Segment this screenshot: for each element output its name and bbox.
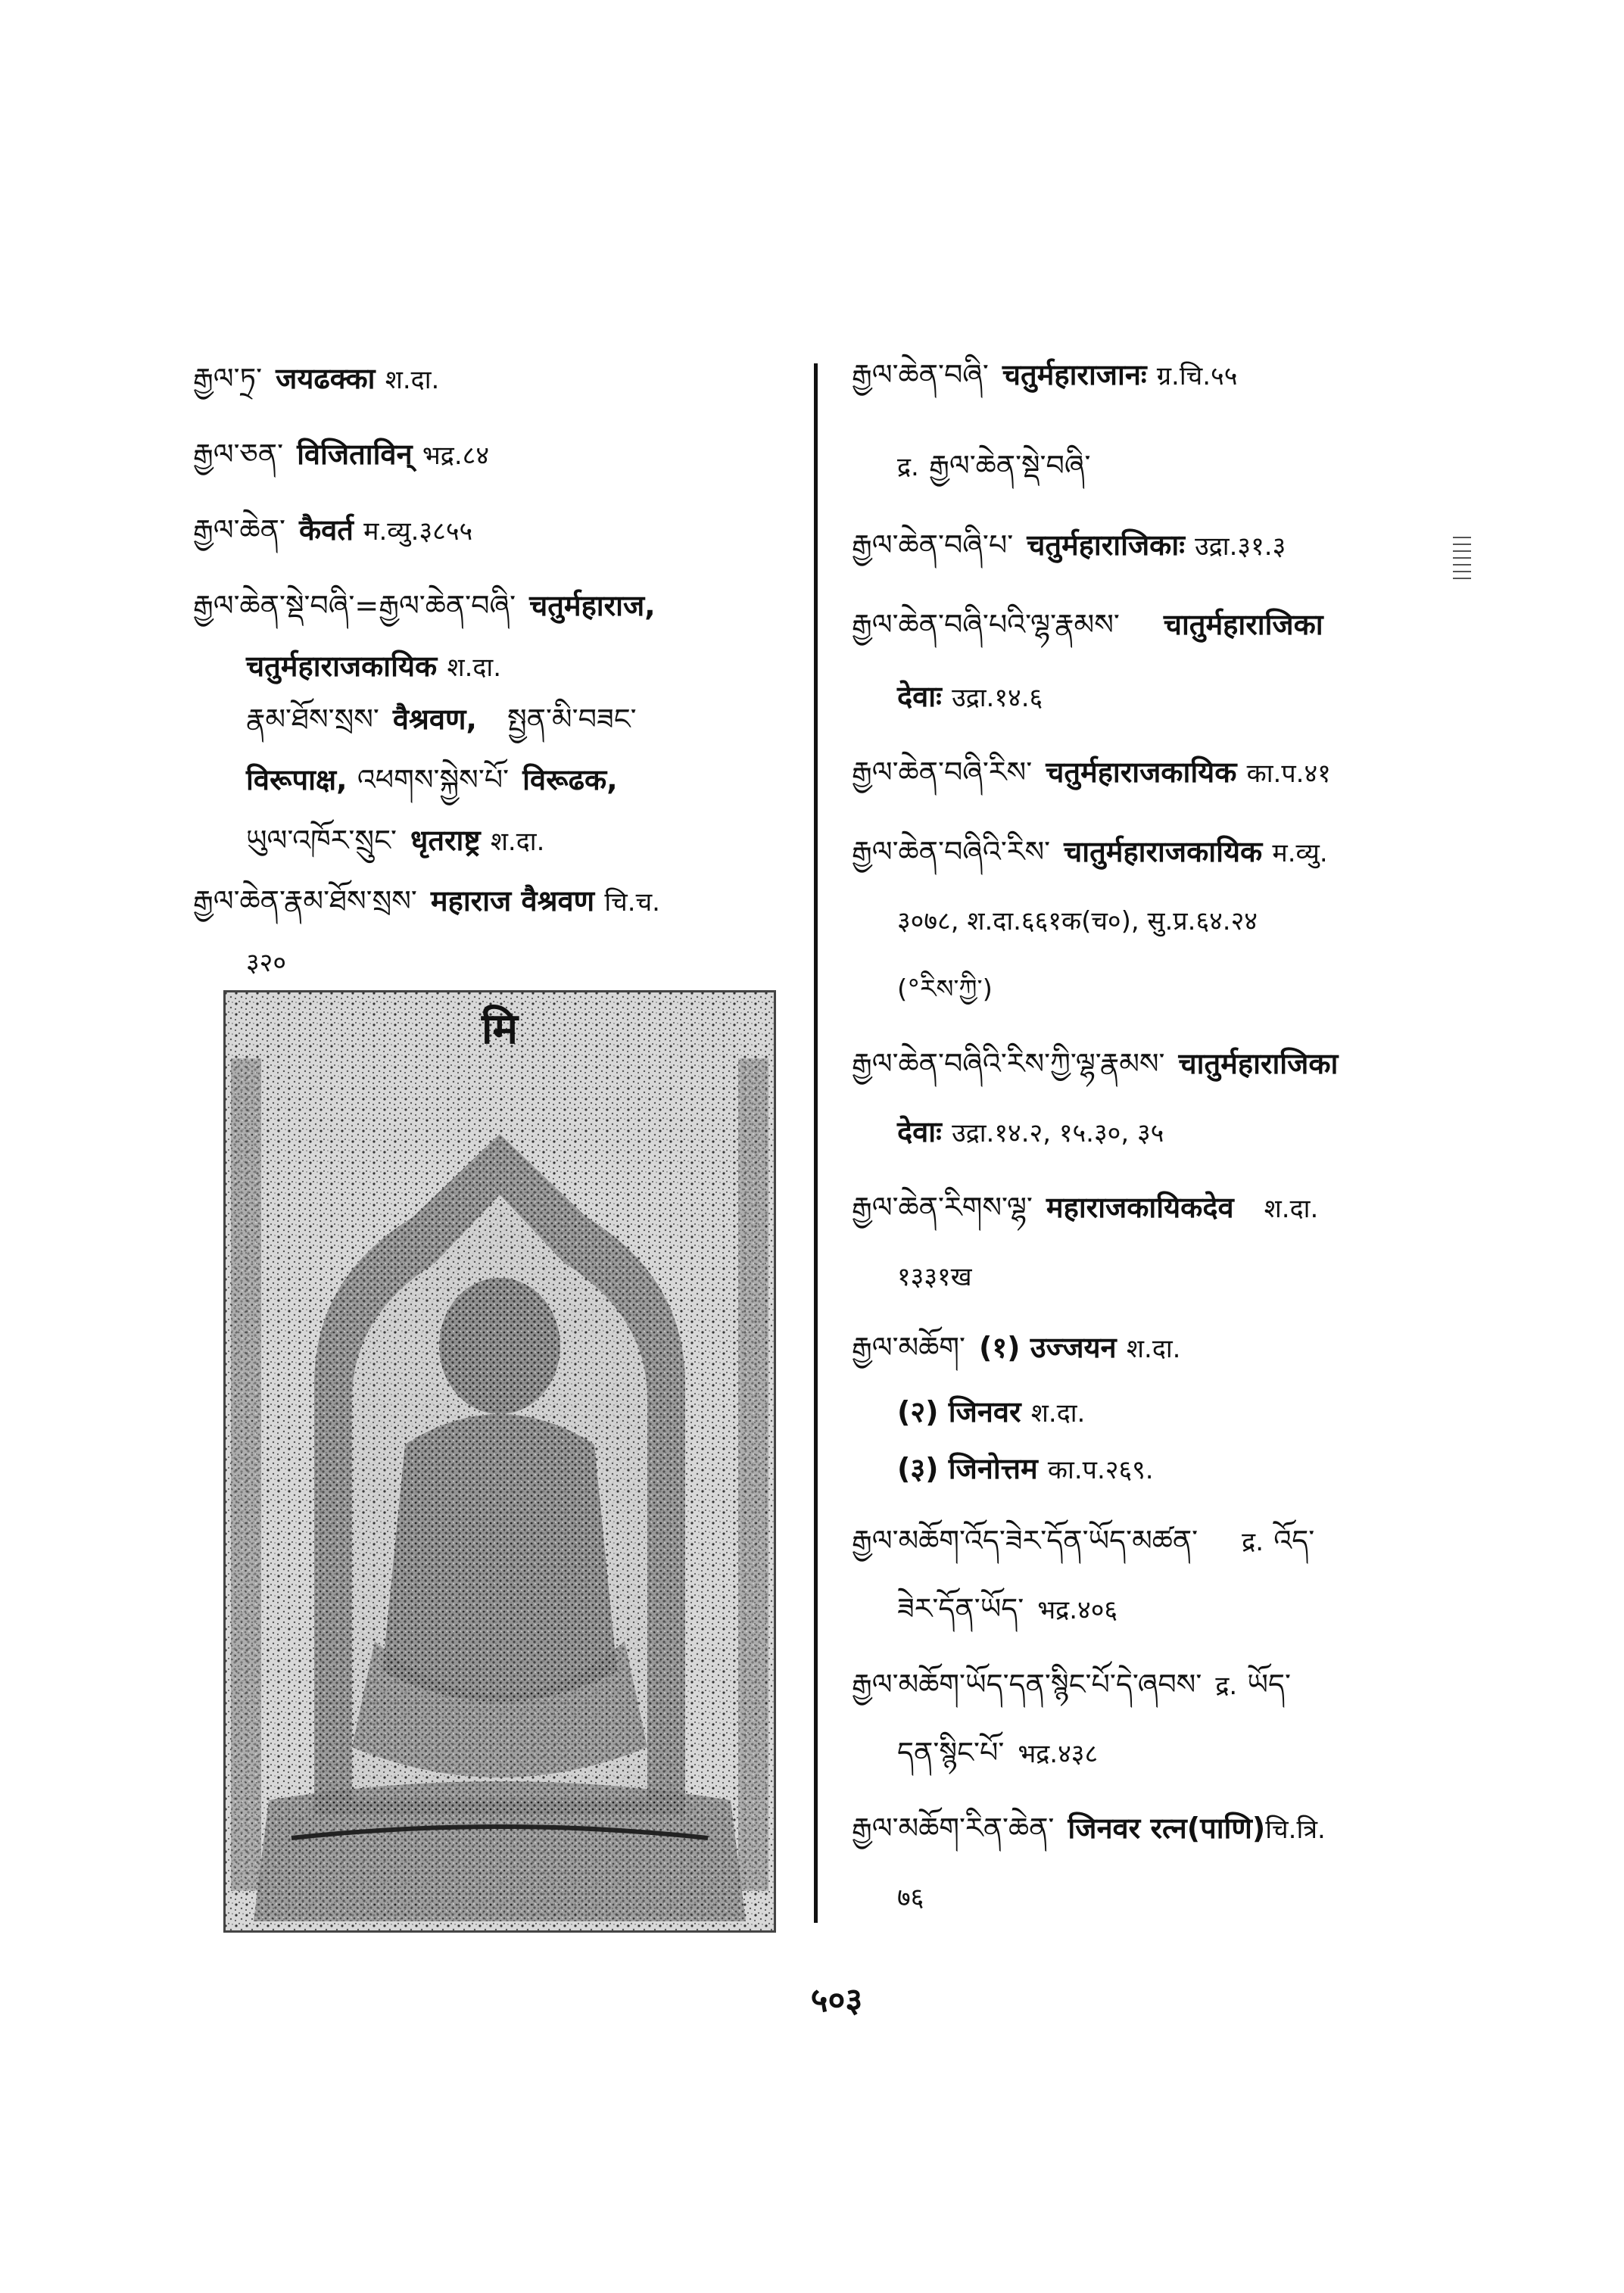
cross-reference: द्र. xyxy=(1242,1527,1264,1557)
sanskrit-equivalent: विरूपाक्ष, xyxy=(246,763,348,796)
entry-continuation xyxy=(897,1113,1164,1152)
entry-continuation xyxy=(897,1257,972,1296)
sanskrit-equivalent: जिनवर रत्न(पाणि) xyxy=(1068,1812,1266,1845)
entry-continuation xyxy=(246,647,501,687)
source-reference: श.दा. xyxy=(1126,1334,1181,1364)
tibetan-headword: རྒྱལ་ཆེན་རིགས་ལྷ་ xyxy=(852,1191,1033,1224)
tibetan-headword: རྒྱལ་ཆེན་བཞིའི་རིས་ xyxy=(852,835,1051,868)
vaishravana-image xyxy=(223,990,776,1933)
tibetan-term: འཕགས་སྐྱེས་པོ་ xyxy=(357,763,510,796)
tibetan-headword: རྒྱལ་ཆེན་བཞི་རིས་ xyxy=(852,756,1033,789)
sanskrit-equivalent: चतुर्महाराजानः xyxy=(1002,358,1147,391)
entry xyxy=(193,435,489,475)
source-reference: १३३१ख xyxy=(897,1262,972,1292)
sanskrit-equivalent: (२) जिनवर xyxy=(897,1395,1021,1428)
sanskrit-equivalent: महाराज वैश्रवण xyxy=(430,884,595,918)
entry-continuation xyxy=(246,821,544,861)
source-reference: म.व्यु.३८५५ xyxy=(363,516,473,547)
entry xyxy=(852,1045,1338,1083)
tibetan-term: ཟེར་དོན་ཡོད་ xyxy=(897,1592,1024,1625)
source-reference: श.दा. xyxy=(1030,1398,1086,1428)
sanskrit-equivalent: जयढक्का xyxy=(276,362,376,395)
sanskrit-equivalent: महाराजकायिकदेव xyxy=(1046,1191,1234,1224)
column-divider xyxy=(814,363,818,1923)
sanskrit-equivalent: चतुर्महाराजकायिक xyxy=(246,650,438,683)
source-reference: श.दा. xyxy=(490,827,545,857)
entry xyxy=(193,587,656,625)
sanskrit-equivalent: विरूढक, xyxy=(522,763,618,796)
sanskrit-equivalent: चतुर्महाराज, xyxy=(529,589,656,622)
entry-continuation xyxy=(897,678,1043,717)
entry xyxy=(852,833,1328,872)
source-reference: उद्रा.३१.३ xyxy=(1195,531,1286,562)
margin-marks xyxy=(1451,534,1474,587)
entry-continuation xyxy=(897,1734,1098,1773)
source-reference: ७६ xyxy=(897,1883,924,1913)
tibetan-headword: རྒྱལ་ཆེན་བཞི་པའི་ལྷ་རྣམས་ xyxy=(852,608,1120,641)
tibetan-headword: རྒྱལ་ཅན་ xyxy=(193,438,284,471)
tibetan-headword: རྒྱལ་ཆེན་ xyxy=(193,513,285,547)
tibetan-headword: རྒྱལ་ཆེན་སྡེ་བཞི་=རྒྱལ་ཆེན་བཞི་ xyxy=(193,589,516,622)
source-reference: चि.त्रि. xyxy=(1265,1815,1326,1845)
sanskrit-equivalent: चतुर्महाराजकायिक xyxy=(1046,756,1237,789)
sanskrit-equivalent: चतुर्महाराजिकाः xyxy=(1027,528,1185,562)
sanskrit-equivalent: धृतराष्ट्र xyxy=(410,824,481,857)
tibetan-term: དན་སྙིང་པོ་ xyxy=(897,1736,1005,1769)
entry-continuation xyxy=(897,969,993,1008)
source-reference: ३०७८, श.दा.६६१क(च०), सु.प्र.६४.२४ xyxy=(897,906,1258,936)
tibetan-headword: རྒྱལ་ཆེན་བཞིའི་རིས་ཀྱི་ལྷ་རྣམས་ xyxy=(852,1047,1165,1080)
sanskrit-equivalent: देवाः xyxy=(897,1115,942,1148)
source-reference: भद्र.४०६ xyxy=(1037,1595,1118,1625)
entry xyxy=(852,753,1331,793)
entry-continuation xyxy=(246,700,650,738)
sanskrit-equivalent: कैवर्त xyxy=(298,513,354,547)
deity-illustration xyxy=(223,990,776,1933)
tibetan-headword: རྒྱལ་མཆོག་ཡོད་དན་སྙིང་པོ་དེ་ཞབས་ xyxy=(852,1668,1202,1701)
entry xyxy=(852,1809,1326,1849)
tibetan-term: ཡོད་ xyxy=(1247,1668,1291,1701)
page-number: ५०३ xyxy=(810,1981,863,2020)
source-reference: भद्र.८४ xyxy=(422,441,489,471)
entry xyxy=(852,1665,1304,1705)
entry xyxy=(852,356,1237,395)
sanskrit-equivalent: विजिताविन् xyxy=(297,438,413,471)
sanskrit-equivalent: वैश्रवण, xyxy=(392,703,477,736)
entry-continuation xyxy=(897,1590,1117,1629)
tibetan-term: འོད་ xyxy=(1273,1524,1315,1557)
source-reference: उद्रा.१४.६ xyxy=(952,683,1043,713)
source-reference: भद्र.४३८ xyxy=(1018,1739,1099,1769)
entry-continuation xyxy=(897,1450,1154,1489)
source-reference: का.प.२६९. xyxy=(1047,1455,1154,1485)
source-reference: म.व्यु. xyxy=(1272,838,1328,868)
tibetan-headword: རྒྱལ་མཆོག་རིན་ཆེན་ xyxy=(852,1812,1055,1845)
tibetan-headword: རྒྱལ་མཆོག་འོད་ཟེར་དོན་ཡོད་མཚན་ xyxy=(852,1524,1199,1557)
tibetan-headword: རྒྱལ་ཏྲ་ xyxy=(193,362,263,395)
source-reference: श.दा. xyxy=(447,653,502,683)
source-reference: का.प.४१ xyxy=(1246,759,1331,789)
entry xyxy=(193,360,439,399)
sanskrit-equivalent: चातुर्महाराजिका xyxy=(1178,1047,1339,1080)
entry xyxy=(852,606,1323,643)
figure-caption: मि xyxy=(482,1004,518,1054)
entry-continuation xyxy=(246,942,286,982)
entry-continuation xyxy=(897,1877,924,1917)
entry-continuation xyxy=(897,901,1258,940)
variant-note: (°རིས་ཀྱི་) xyxy=(897,974,993,1005)
tibetan-term: རྒྱལ་ཆེན་སྡེ་བཞི་ xyxy=(929,449,1091,482)
entry-continuation xyxy=(897,447,1104,486)
cross-reference: द्र. xyxy=(897,452,919,482)
entry-continuation xyxy=(897,1393,1085,1432)
tibetan-term: རྣམ་ཐོས་སྲས་ xyxy=(246,703,379,736)
tibetan-term: སྤྱན་མི་བཟང་ xyxy=(507,703,637,736)
entry xyxy=(193,511,472,550)
tibetan-term: ཡུལ་འཁོར་སྲུང་ xyxy=(246,824,397,857)
sanskrit-equivalent: देवाः xyxy=(897,680,942,713)
cross-reference: द्र. xyxy=(1215,1671,1238,1701)
tibetan-headword: རྒྱལ་ཆེན་བཞི་པ་ xyxy=(852,528,1014,562)
entry xyxy=(852,526,1286,565)
source-reference: ३२० xyxy=(246,948,287,978)
tibetan-headword: རྒྱལ་མཆོག་ xyxy=(852,1331,966,1364)
sanskrit-equivalent: चातुर्महाराजिका xyxy=(1163,608,1323,641)
entry-continuation xyxy=(246,761,618,799)
entry xyxy=(852,1329,1181,1368)
sanskrit-equivalent: (१) उज्जयन xyxy=(979,1331,1117,1364)
source-reference: चि.च. xyxy=(604,887,660,918)
entry xyxy=(193,882,660,921)
entry xyxy=(852,1522,1328,1561)
entry xyxy=(852,1189,1318,1228)
sanskrit-equivalent: (३) जिनोत्तम xyxy=(897,1452,1038,1485)
source-reference: श.दा. xyxy=(385,365,440,395)
source-reference: उद्रा.१४.२, १५.३०, ३५ xyxy=(952,1118,1164,1148)
tibetan-headword: རྒྱལ་ཆེན་བཞི་ xyxy=(852,358,989,391)
source-reference: श.दा. xyxy=(1264,1194,1319,1224)
sanskrit-equivalent: चातुर्महाराजकायिक xyxy=(1064,835,1263,868)
tibetan-headword: རྒྱལ་ཆེན་རྣམ་ཐོས་སྲས་ xyxy=(193,884,417,918)
source-reference: ग्र.चि.५५ xyxy=(1156,361,1238,391)
